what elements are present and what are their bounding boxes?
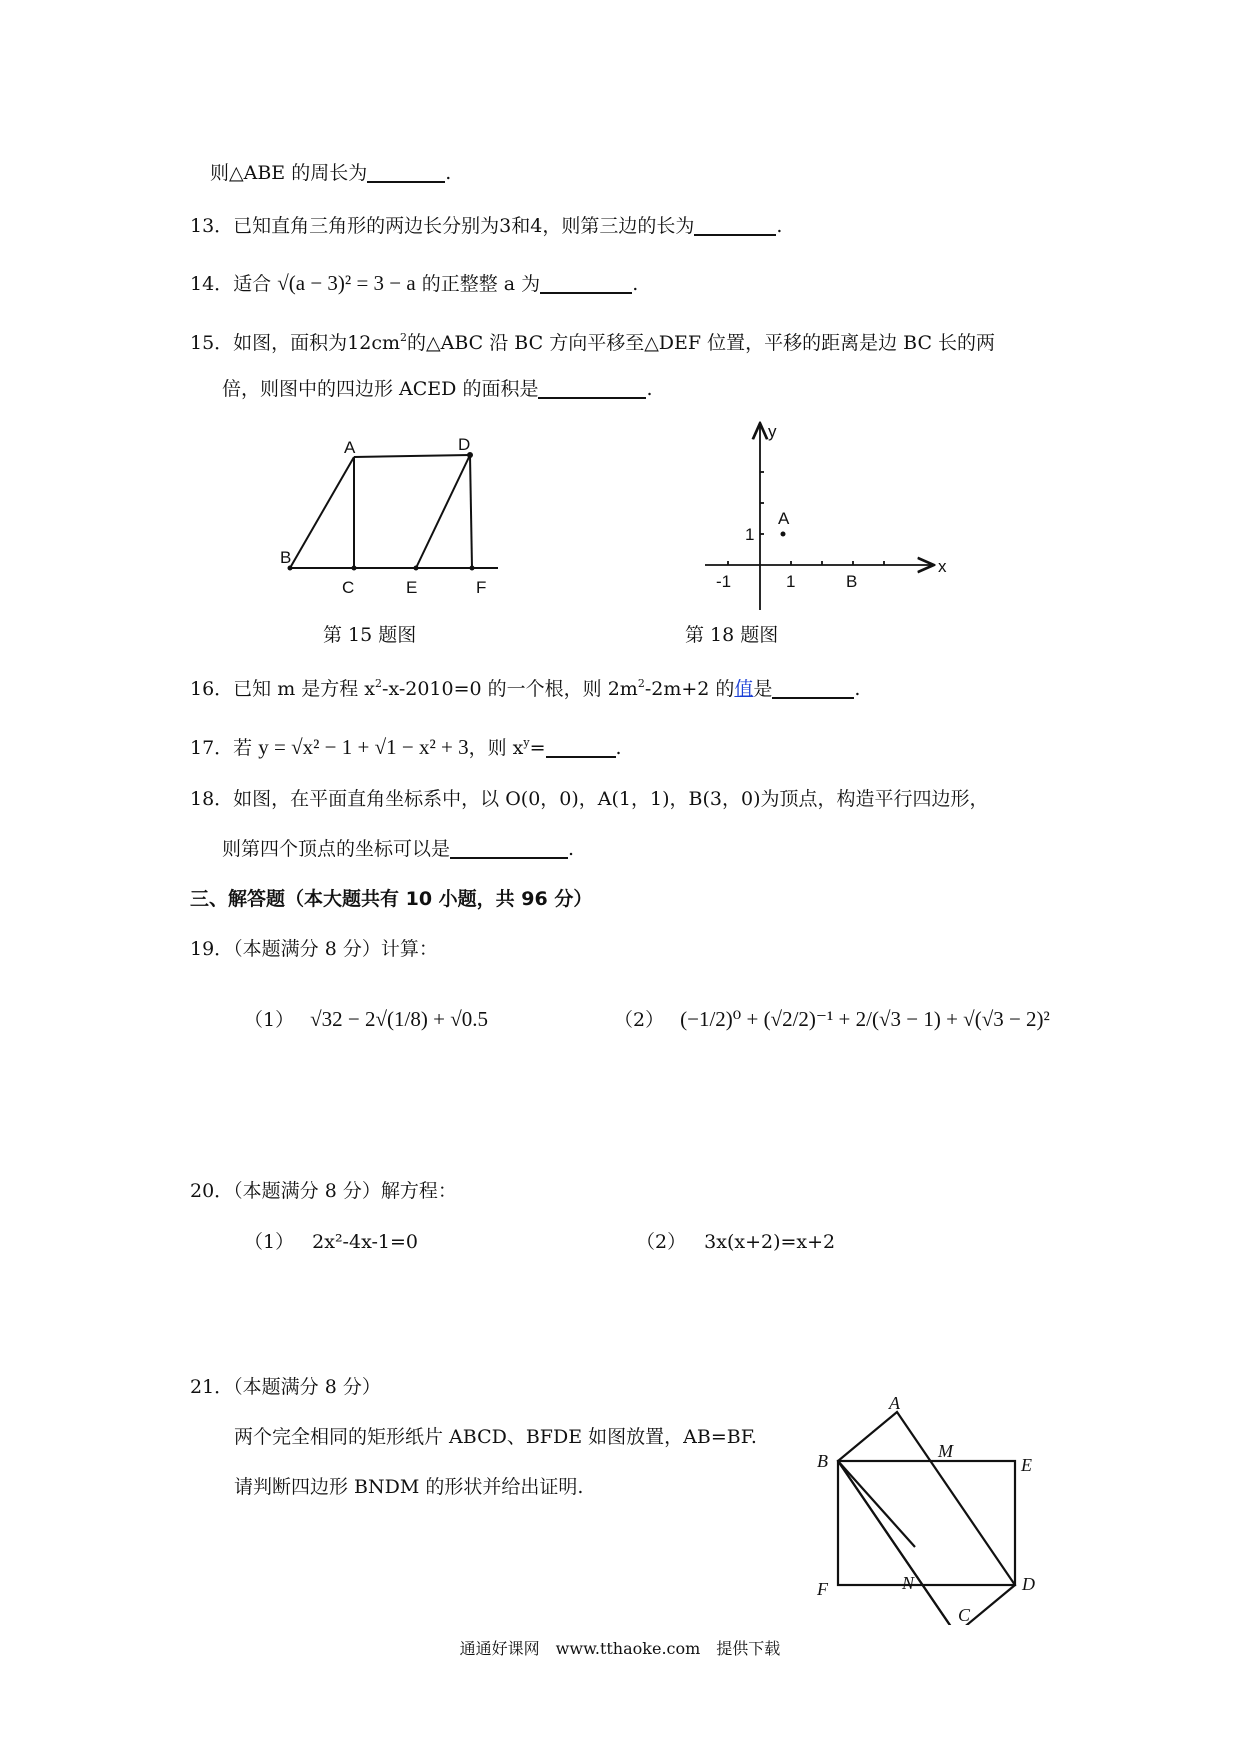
fig21-label-m: M xyxy=(938,1441,953,1461)
fig21-label-f: F xyxy=(817,1579,828,1599)
fig21-label-b: B xyxy=(817,1451,828,1471)
fig21-line-bc xyxy=(838,1461,956,1625)
page-footer: 通通好课网 www.tthaoke.com 提供下载 xyxy=(459,1639,781,1658)
fig15-label-b: B xyxy=(280,548,292,567)
fig15-label-d: D xyxy=(458,435,471,454)
q19-1-expression: √32 − 2√(1/8) + √0.5 xyxy=(310,1007,488,1031)
answer-blank[interactable] xyxy=(694,214,776,236)
fig18-label-x: x xyxy=(938,557,947,576)
fig15-point-c xyxy=(352,566,357,571)
fig15-label-a: A xyxy=(344,438,356,457)
question-21: 21．（本题满分 8 分） xyxy=(190,1376,381,1398)
section-3-title: 三、解答题（本大题共有 10 小题，共 96 分） xyxy=(190,888,593,910)
q20-1-expression: 2x²-4x-1=0 xyxy=(312,1231,418,1253)
fig15-label-c: C xyxy=(342,578,355,595)
answer-blank[interactable] xyxy=(540,272,632,294)
fig15-line-de xyxy=(416,455,470,568)
q20-2-expression: 3x(x+2)=x+2 xyxy=(704,1231,836,1253)
q14-expression: √(a − 3)² = 3 − a xyxy=(277,271,416,295)
fig21-line-bn xyxy=(838,1461,915,1547)
fig18-label-one-x: 1 xyxy=(786,572,796,591)
answer-blank[interactable] xyxy=(772,677,854,699)
question-19-part-2: （2） (−1/2)⁰ + (√2/2)⁻¹ + 2/(√3 − 1) + √(√3 − 2)² xyxy=(614,1007,1050,1031)
question-19: 19．（本题满分 8 分）计算： xyxy=(190,938,438,960)
fig15-caption: 第 15 题图 xyxy=(323,624,417,646)
figure-15 xyxy=(270,425,510,595)
question-15-cont: 倍，则图中的四边形 ACED 的面积是 . xyxy=(222,378,653,400)
fig21-label-d: D xyxy=(1022,1574,1035,1594)
fig18-label-y: y xyxy=(768,422,777,441)
question-21-text-1: 两个完全相同的矩形纸片 ABCD、BFDE 如图放置，AB=BF. xyxy=(234,1426,757,1448)
fig21-label-c: C xyxy=(958,1605,971,1625)
fig15-line-df xyxy=(470,455,472,568)
fig15-point-f xyxy=(470,566,475,571)
q19-2-expression: (−1/2)⁰ + (√2/2)⁻¹ + 2/(√3 − 1) + √(√3 − 2)² xyxy=(680,1007,1050,1031)
question-14: 14．适合 √(a − 3)² = 3 − a 的正整整 a 为 . xyxy=(190,271,639,295)
question-21-text-2: 请判断四边形 BNDM 的形状并给出证明. xyxy=(234,1476,584,1498)
fig18-label-neg-one: -1 xyxy=(716,572,732,591)
question-20: 20．（本题满分 8 分）解方程： xyxy=(190,1180,457,1202)
answer-blank[interactable] xyxy=(450,837,568,859)
answer-blank[interactable] xyxy=(546,736,616,758)
fig18-label-b: B xyxy=(846,572,858,591)
question-15: 15．如图，面积为$12cm^2$的△ABC 沿 BC 方向平移至△DEF 位置，平移的距离是边 BC 长的两 xyxy=(190,331,996,354)
fig18-caption: 第 18 题图 xyxy=(685,624,779,646)
fig18-label-one-y: 1 xyxy=(745,525,755,544)
question-20-part-1: （1） 2x²-4x-1=0 xyxy=(244,1231,418,1253)
question-13: 13．已知直角三角形的两边长分别为3和4，则第三边的长为 . xyxy=(190,215,783,237)
q12-tail: 则△ABE 的周长为 . xyxy=(210,162,452,184)
question-19-part-1: （1） √32 − 2√(1/8) + √0.5 xyxy=(244,1007,488,1031)
value-link[interactable]: 值 xyxy=(734,678,754,700)
fig18-point-a xyxy=(781,532,786,537)
fig15-label-f: F xyxy=(476,578,487,595)
question-17: 17．若 y = √x² − 1 + √1 − x² + 3，则 $x^y=$ . xyxy=(190,735,622,759)
fig21-label-n: N xyxy=(902,1573,915,1593)
fig15-label-e: E xyxy=(406,578,418,595)
fig15-line-ab xyxy=(290,457,354,568)
question-18: 18．如图，在平面直角坐标系中，以 O(0，0)，A(1，1)，B(3，0)为顶点，构造平行四边形， xyxy=(190,788,989,810)
fig21-label-a: A xyxy=(889,1395,900,1413)
answer-blank[interactable] xyxy=(538,377,646,399)
question-18-cont: 则第四个顶点的坐标可以是 . xyxy=(222,838,575,860)
fig21-label-e: E xyxy=(1021,1455,1032,1475)
figure-21 xyxy=(805,1395,1055,1625)
answer-blank[interactable] xyxy=(367,161,445,183)
fig18-label-a: A xyxy=(778,509,790,528)
fig15-line-ad xyxy=(354,455,470,457)
figure-18 xyxy=(690,415,960,615)
question-20-part-2: （2） 3x(x+2)=x+2 xyxy=(636,1231,836,1253)
q17-expression: y = √x² − 1 + √1 − x² + 3 xyxy=(258,735,469,759)
fig21-rect-bfde xyxy=(838,1461,1015,1585)
fig21-rect-abcd xyxy=(838,1412,1015,1625)
question-16: 16．已知 m 是方程 $x^2-x-2010=0$ 的一个根，则 $2m^2-2m+2$ 的值是 . xyxy=(190,677,861,700)
fig15-point-e xyxy=(414,566,419,571)
